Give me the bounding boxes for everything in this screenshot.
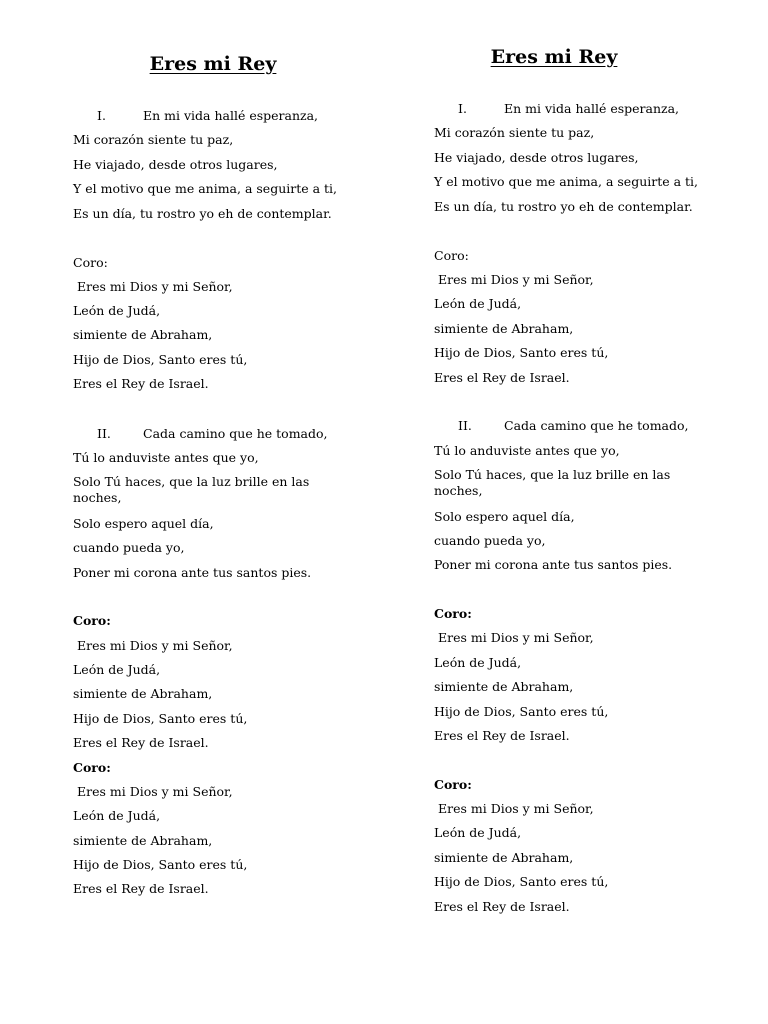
coro-3-line-3: simiente de Abraham, <box>73 833 213 848</box>
verse-numeral: II. <box>458 418 472 433</box>
verse-1-line-1: I. En mi vida hallé esperanza, <box>434 101 679 117</box>
verse-1-line-2: Mi corazón siente tu paz, <box>434 125 595 140</box>
coro-2-line-4: Hijo de Dios, Santo eres tú, <box>73 711 248 726</box>
coro-label: Coro: <box>73 613 111 628</box>
coro-3-line-5: Eres el Rey de Israel. <box>434 899 570 914</box>
coro-label: Coro: <box>434 606 472 621</box>
verse-1-line-1: I. En mi vida hallé esperanza, <box>73 108 318 124</box>
coro-3-line-2: León de Judá, <box>434 825 522 840</box>
verse-1-line-4: Y el motivo que me anima, a seguirte a ti, <box>73 181 338 196</box>
verse-numeral: I. <box>97 108 106 123</box>
coro-3-line-1: Eres mi Dios y mi Señor, <box>438 801 594 816</box>
coro-1-line-4: Hijo de Dios, Santo eres tú, <box>73 352 248 367</box>
coro-1-line-1: Eres mi Dios y mi Señor, <box>438 272 594 287</box>
coro-2-line-1: Eres mi Dios y mi Señor, <box>77 638 233 653</box>
verse-2-line-4: Solo espero aquel día, <box>73 516 214 531</box>
coro-1-line-5: Eres el Rey de Israel. <box>434 370 570 385</box>
coro-label: Coro: <box>73 760 111 775</box>
coro-3-line-1: Eres mi Dios y mi Señor, <box>77 784 233 799</box>
coro-2-line-3: simiente de Abraham, <box>434 679 574 694</box>
verse-2-line-6: Poner mi corona ante tus santos pies. <box>434 557 673 572</box>
song-title: Eres mi Rey <box>490 46 618 68</box>
coro-2-line-3: simiente de Abraham, <box>73 686 213 701</box>
coro-label: Coro: <box>73 255 108 270</box>
coro-1-line-2: León de Judá, <box>434 296 522 311</box>
coro-1-line-1: Eres mi Dios y mi Señor, <box>77 279 233 294</box>
verse-1-line-4: Y el motivo que me anima, a seguirte a ti, <box>434 174 699 189</box>
coro-2-line-4: Hijo de Dios, Santo eres tú, <box>434 704 609 719</box>
coro-1-line-3: simiente de Abraham, <box>73 327 213 342</box>
coro-3-line-3: simiente de Abraham, <box>434 850 574 865</box>
coro-1-line-5: Eres el Rey de Israel. <box>73 376 209 391</box>
verse-2-line-1: II. Cada camino que he tomado, <box>434 418 689 434</box>
verse-2-line-1: II. Cada camino que he tomado, <box>73 426 328 442</box>
verse-1-line-2: Mi corazón siente tu paz, <box>73 132 234 147</box>
verse-2-line-6: Poner mi corona ante tus santos pies. <box>73 565 312 580</box>
coro-2-line-1: Eres mi Dios y mi Señor, <box>438 630 594 645</box>
coro-3-line-5: Eres el Rey de Israel. <box>73 881 209 896</box>
verse-numeral: I. <box>458 101 467 116</box>
coro-2-line-2: León de Judá, <box>434 655 522 670</box>
coro-label: Coro: <box>434 777 472 792</box>
verse-numeral: II. <box>97 426 111 441</box>
verse-1-line-5: Es un día, tu rostro yo eh de contemplar. <box>434 199 693 214</box>
verse-2-line-3: Solo Tú haces, que la luz brille en las noches, <box>73 474 310 505</box>
verse-1-line-3: He viajado, desde otros lugares, <box>434 150 639 165</box>
coro-1-line-2: León de Judá, <box>73 303 161 318</box>
coro-label: Coro: <box>434 248 469 263</box>
coro-2-line-2: León de Judá, <box>73 662 161 677</box>
verse-2-line-5: cuando pueda yo, <box>434 533 546 548</box>
verse-1-line-3: He viajado, desde otros lugares, <box>73 157 278 172</box>
coro-3-line-4: Hijo de Dios, Santo eres tú, <box>73 857 248 872</box>
verse-2-line-5: cuando pueda yo, <box>73 540 185 555</box>
coro-3-line-4: Hijo de Dios, Santo eres tú, <box>434 874 609 889</box>
coro-3-line-2: León de Judá, <box>73 808 161 823</box>
coro-1-line-4: Hijo de Dios, Santo eres tú, <box>434 345 609 360</box>
verse-2-line-2: Tú lo anduviste antes que yo, <box>434 443 620 458</box>
verse-1-line-5: Es un día, tu rostro yo eh de contemplar. <box>73 206 332 221</box>
coro-2-line-5: Eres el Rey de Israel. <box>434 728 570 743</box>
coro-1-line-3: simiente de Abraham, <box>434 321 574 336</box>
coro-2-line-5: Eres el Rey de Israel. <box>73 735 209 750</box>
song-title: Eres mi Rey <box>149 53 277 75</box>
verse-2-line-2: Tú lo anduviste antes que yo, <box>73 450 259 465</box>
verse-2-line-3: Solo Tú haces, que la luz brille en las noches, <box>434 467 671 498</box>
verse-2-line-4: Solo espero aquel día, <box>434 509 575 524</box>
